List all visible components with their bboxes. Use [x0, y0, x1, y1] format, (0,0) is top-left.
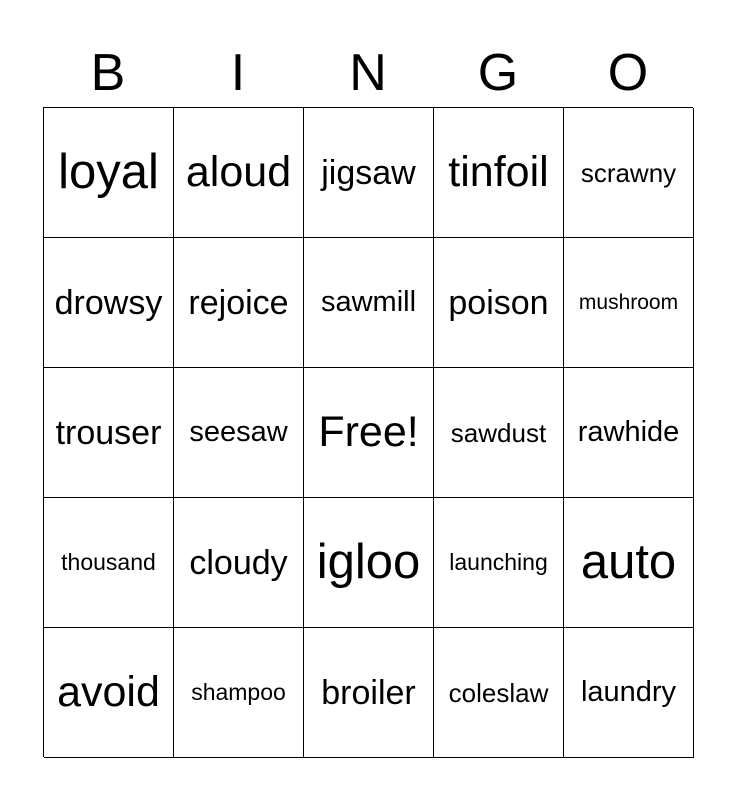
bingo-cell-r4c2[interactable]: cloudy: [174, 498, 304, 628]
bingo-cell-r4c1[interactable]: thousand: [44, 498, 174, 628]
bingo-board: [43, 107, 693, 757]
bingo-cell-r5c2[interactable]: shampoo: [174, 628, 304, 758]
bingo-cell-r2c4[interactable]: poison: [434, 238, 564, 368]
header-letter-o: O: [607, 44, 649, 102]
bingo-cell-free[interactable]: Free!: [304, 368, 434, 498]
bingo-cell-r1c5[interactable]: scrawny: [564, 108, 694, 238]
header-letter-b: B: [90, 44, 126, 102]
header-letter-n: N: [349, 44, 387, 102]
bingo-cell-r2c1[interactable]: drowsy: [44, 238, 174, 368]
header-letter-g: G: [477, 44, 519, 102]
bingo-cell-r1c1[interactable]: loyal: [44, 108, 174, 238]
bingo-cell-r1c3[interactable]: jigsaw: [304, 108, 434, 238]
bingo-cell-r2c5[interactable]: mushroom: [564, 238, 694, 368]
bingo-cell-r4c5[interactable]: auto: [564, 498, 694, 628]
bingo-cell-r1c2[interactable]: aloud: [174, 108, 304, 238]
bingo-cell-r5c1[interactable]: avoid: [44, 628, 174, 758]
bingo-cell-r3c1[interactable]: trouser: [44, 368, 174, 498]
header-letter-i: I: [230, 44, 246, 102]
bingo-cell-r2c2[interactable]: rejoice: [174, 238, 304, 368]
bingo-cell-r5c4[interactable]: coleslaw: [434, 628, 564, 758]
bingo-cell-r5c3[interactable]: broiler: [304, 628, 434, 758]
bingo-cell-r1c4[interactable]: tinfoil: [434, 108, 564, 238]
bingo-cell-r4c3[interactable]: igloo: [304, 498, 434, 628]
bingo-cell-r3c4[interactable]: sawdust: [434, 368, 564, 498]
bingo-cell-r3c5[interactable]: rawhide: [564, 368, 694, 498]
bingo-header: [43, 40, 693, 106]
bingo-cell-r3c2[interactable]: seesaw: [174, 368, 304, 498]
bingo-cell-r4c4[interactable]: launching: [434, 498, 564, 628]
bingo-cell-r2c3[interactable]: sawmill: [304, 238, 434, 368]
bingo-cell-r5c5[interactable]: laundry: [564, 628, 694, 758]
